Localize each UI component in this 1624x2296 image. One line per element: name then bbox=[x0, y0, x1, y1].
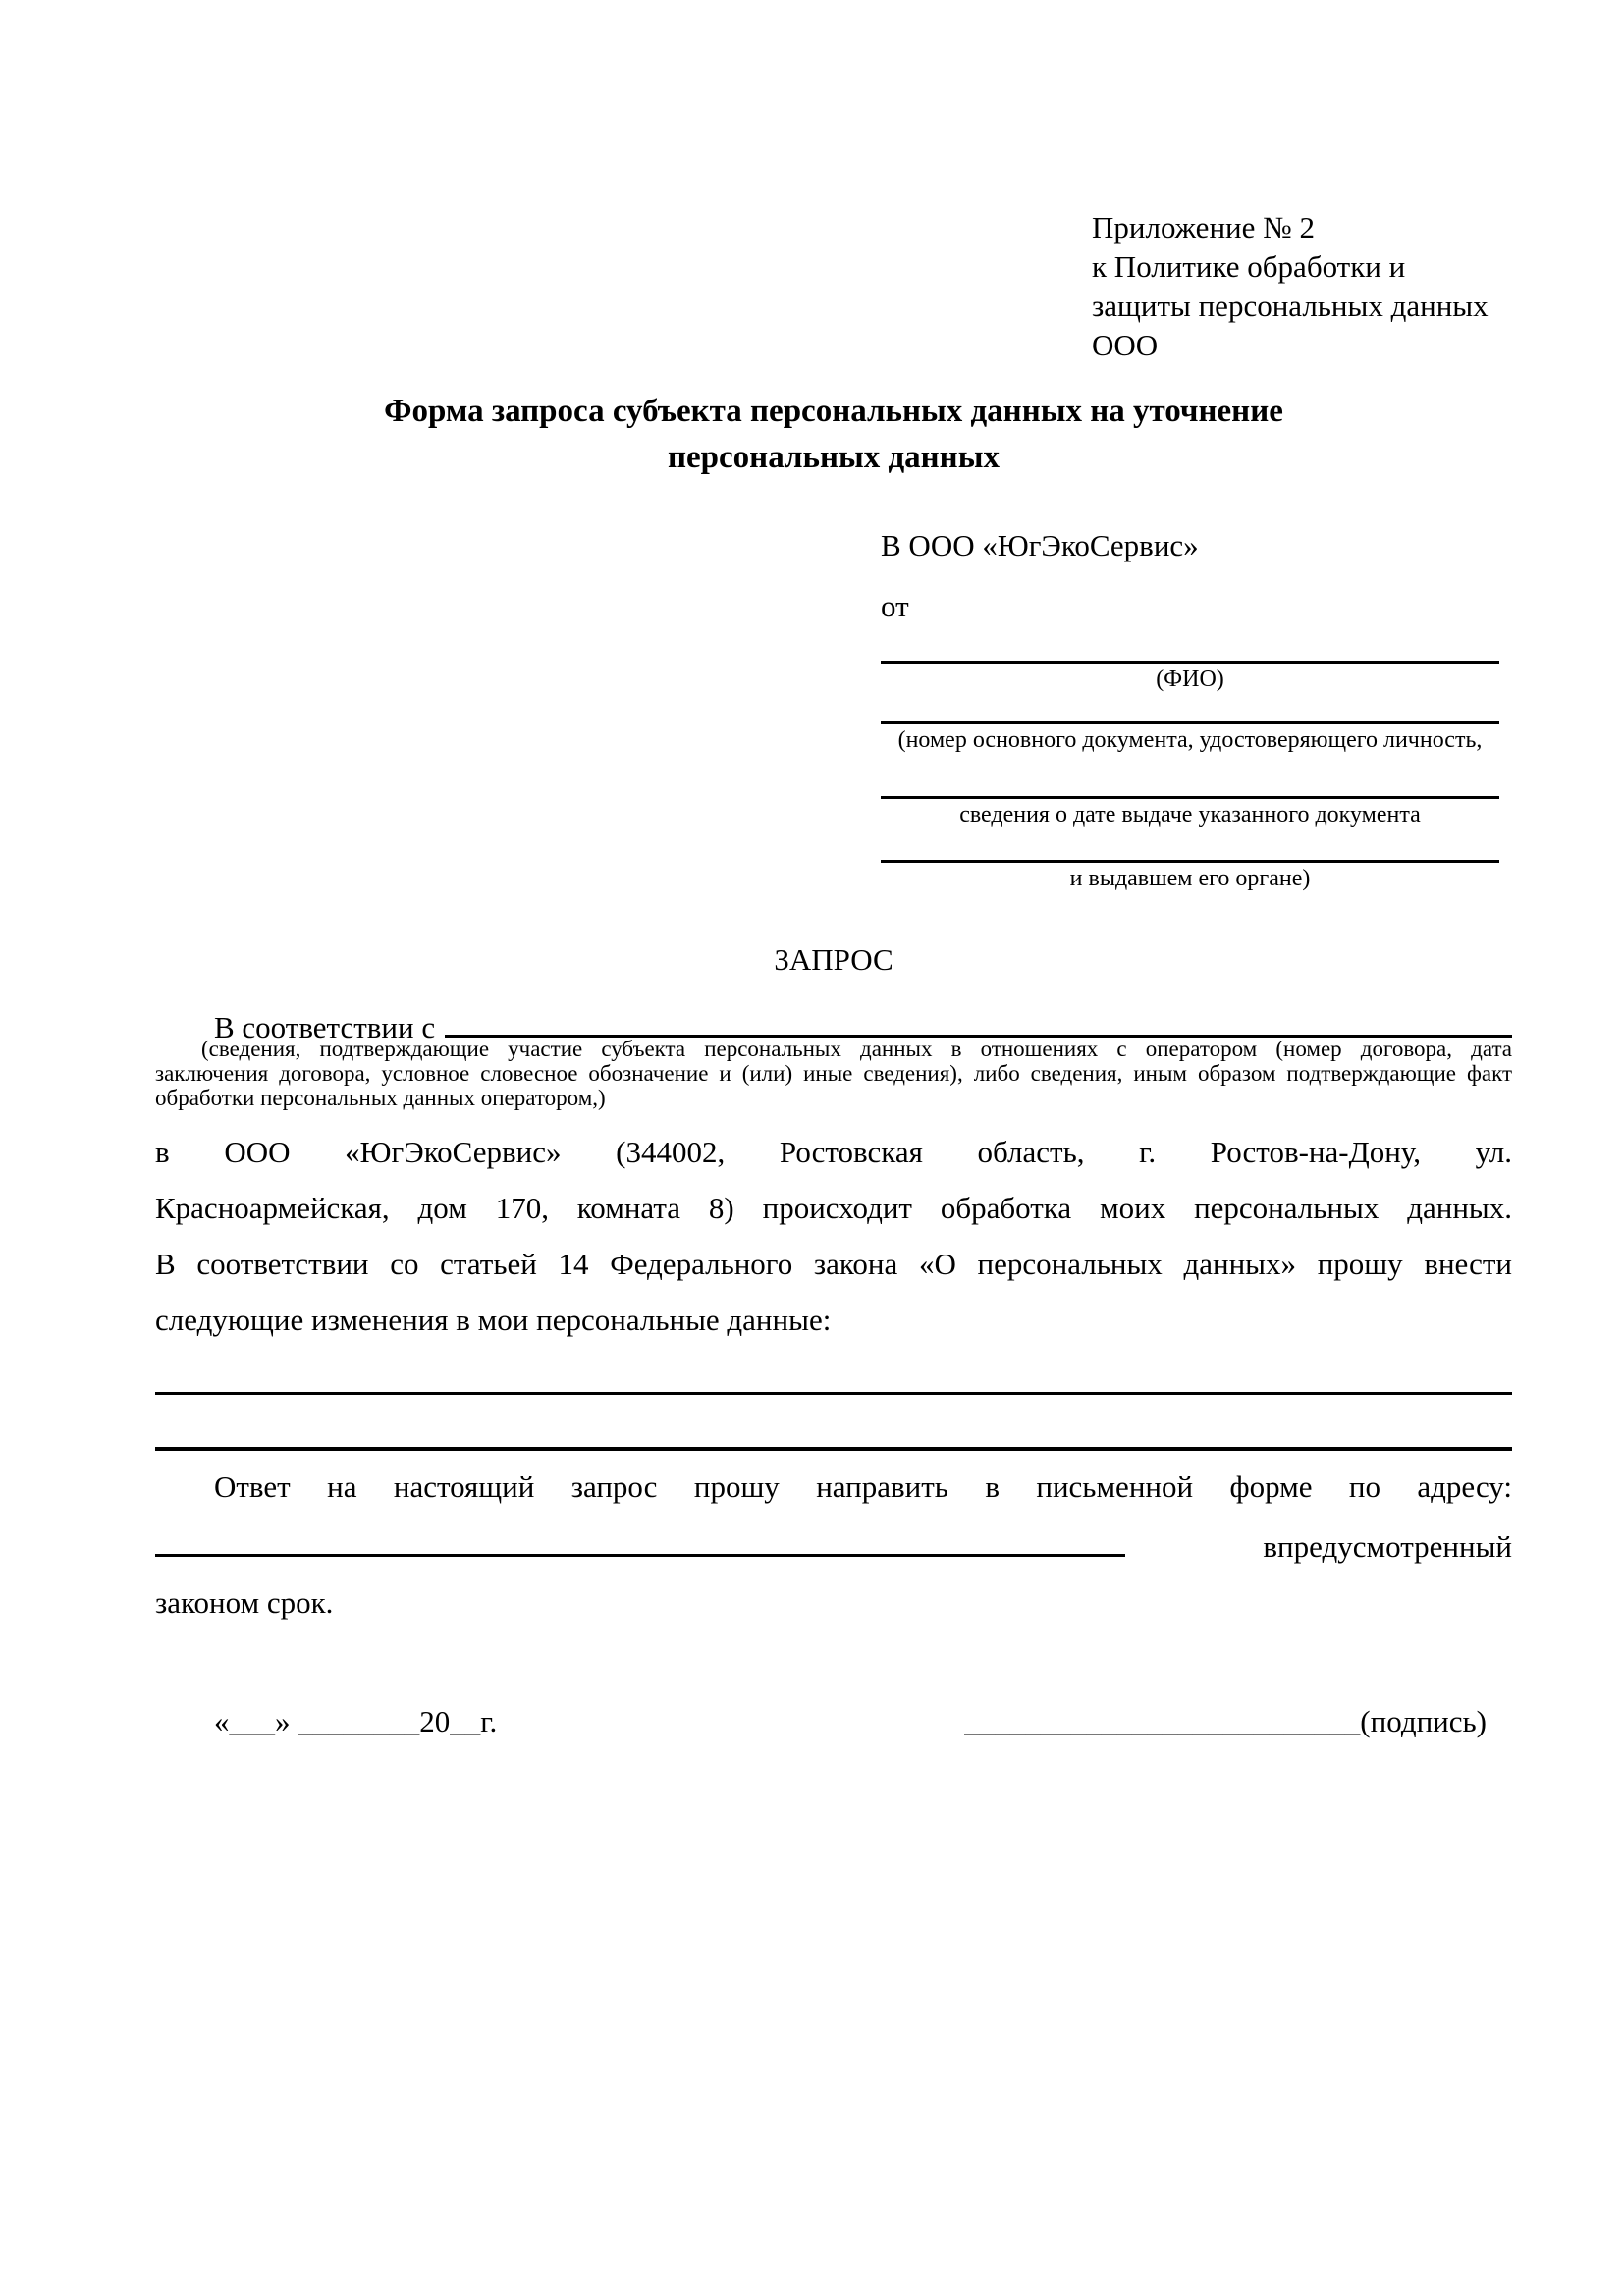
reply-line: Ответ на настоящий запрос прошу направить в письменной форме по адресу: bbox=[214, 1469, 1512, 1504]
signature-label: (подпись) bbox=[1360, 1704, 1487, 1738]
issuing-authority-caption: и выдавшем его органе) bbox=[1069, 866, 1311, 891]
document-number-caption: (номер основного документа, удостоверяющего личность, bbox=[897, 727, 1483, 753]
address-blank-line bbox=[155, 1515, 1125, 1557]
appendix-line: к Политике обработки и bbox=[1092, 249, 1406, 284]
issuing-authority-blank-line bbox=[881, 828, 1499, 863]
date-signature-row bbox=[155, 1693, 1512, 1749]
accordance-blank-line bbox=[445, 999, 1512, 1038]
date-blank: «___» ________20__г. bbox=[214, 1704, 498, 1738]
note-line: (сведения, подтверждающие участие субъекта персональных данных в отношениях с оператором (номер договора, дата bbox=[201, 1037, 1512, 1061]
accordance-row bbox=[155, 999, 1512, 1044]
changes-blank-line bbox=[155, 1364, 1512, 1395]
appendix-line: ООО bbox=[1092, 328, 1159, 362]
fio-caption: (ФИО) bbox=[1156, 667, 1224, 692]
accordance-lead: В соответствии с bbox=[214, 1010, 436, 1044]
body-paragraph bbox=[155, 1124, 1512, 1348]
note-line: обработки персональных данных оператором,) bbox=[155, 1086, 606, 1110]
request-heading: ЗАПРОС bbox=[774, 942, 893, 977]
document-title-line: Форма запроса субъекта персональных данных на уточнение bbox=[384, 394, 1283, 429]
addressee-to: В ООО «ЮгЭкоСервис» bbox=[881, 528, 1199, 562]
issue-date-blank-line bbox=[881, 754, 1499, 799]
body-line: следующие изменения в мои персональные данные: bbox=[155, 1303, 832, 1337]
document-number-blank-line bbox=[881, 693, 1499, 724]
addressee-from-label: от bbox=[881, 589, 909, 623]
reply-word: предусмотренный bbox=[1277, 1529, 1512, 1564]
signature-blank bbox=[964, 1693, 1487, 1749]
appendix-block bbox=[1092, 208, 1524, 365]
body-line: в ООО «ЮгЭкоСервис» (344002, Ростовская область, г. Ростов-на-Дону, ул. bbox=[155, 1135, 1512, 1169]
body-line: В соответствии со статьей 14 Федерального закона «О персональных данных» прошу внести bbox=[155, 1247, 1512, 1281]
fio-blank-line bbox=[881, 626, 1499, 664]
document-title-line: персональных данных bbox=[668, 440, 1000, 475]
signature-line: __________________________ bbox=[964, 1704, 1361, 1738]
document-title bbox=[155, 389, 1512, 481]
appendix-line: Приложение № 2 bbox=[1092, 210, 1315, 244]
reply-address-row bbox=[155, 1515, 1512, 1575]
issue-date-caption: сведения о дате выдаче указанного документа bbox=[959, 802, 1421, 828]
accordance-note bbox=[155, 1037, 1512, 1110]
note-line: заключения договора, условное словесное обозначение и (или) иные сведения), либо сведения, иным образом подтверждающие факт bbox=[155, 1061, 1512, 1086]
appendix-line: защиты персональных данных bbox=[1092, 289, 1489, 323]
reply-line: законом срок. bbox=[155, 1585, 334, 1620]
changes-blank-line bbox=[155, 1419, 1512, 1451]
reply-paragraph bbox=[155, 1459, 1512, 1630]
reply-word: в bbox=[1263, 1529, 1278, 1564]
body-line: Красноармейская, дом 170, комната 8) происходит обработка моих персональных данных. bbox=[155, 1191, 1512, 1225]
addressee-block bbox=[881, 526, 1499, 892]
